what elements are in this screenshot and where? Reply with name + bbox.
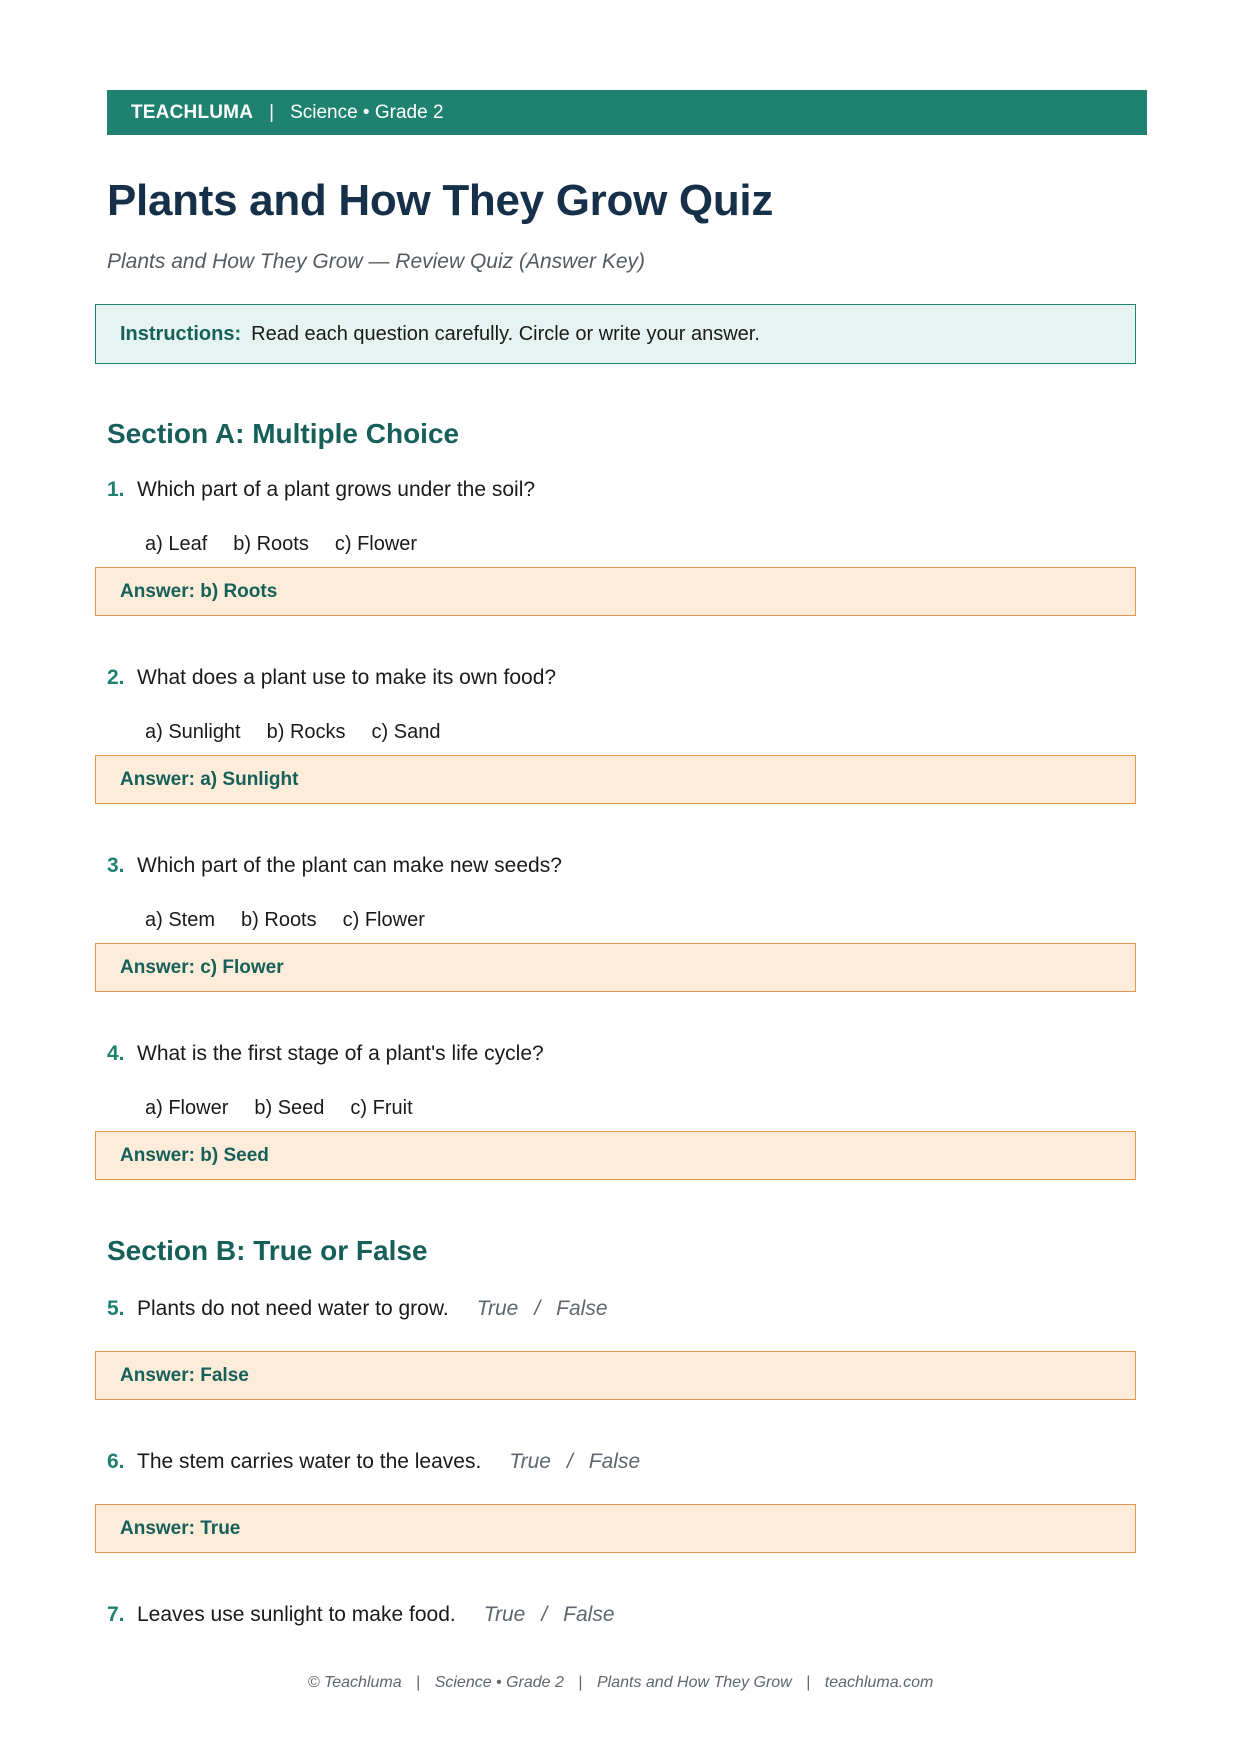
options-3 xyxy=(145,909,451,932)
option-a[interactable]: a) Flower xyxy=(145,1097,229,1119)
true-false-choice xyxy=(484,1603,615,1627)
true-false-choice xyxy=(477,1297,608,1321)
option-a[interactable]: a) Stem xyxy=(145,909,216,931)
option-b[interactable]: b) Seed xyxy=(254,1097,325,1119)
choice-divider: / xyxy=(541,1603,548,1626)
question-1 xyxy=(107,478,535,502)
true-option[interactable]: True xyxy=(509,1450,551,1473)
answer-box-2: Answer: a) Sunlight xyxy=(95,755,1136,804)
options-2 xyxy=(145,721,466,744)
header-separator: | xyxy=(269,101,275,123)
question-text: What does a plant use to make its own food? xyxy=(137,666,557,689)
question-number: 7. xyxy=(107,1603,125,1626)
question-text: What is the first stage of a plant's life cycle? xyxy=(137,1042,544,1065)
question-number: 5. xyxy=(107,1297,125,1320)
question-2 xyxy=(107,666,556,690)
option-b[interactable]: b) Rocks xyxy=(266,721,346,743)
section-a-heading: Section A: Multiple Choice xyxy=(107,418,460,449)
footer-separator: | xyxy=(416,1674,421,1691)
footer-site[interactable]: teachluma.com xyxy=(824,1674,934,1691)
question-5 xyxy=(107,1297,608,1321)
answer-box-6: Answer: True xyxy=(95,1504,1136,1553)
options-1 xyxy=(145,533,443,556)
footer-separator: | xyxy=(806,1674,811,1691)
brand-name: TEACHLUMA xyxy=(131,101,254,123)
option-b[interactable]: b) Roots xyxy=(233,533,309,555)
footer-separator: | xyxy=(578,1674,583,1691)
footer-copyright: © Teachluma xyxy=(307,1674,402,1691)
choice-divider: / xyxy=(534,1297,541,1320)
question-text: Plants do not need water to grow. xyxy=(137,1297,449,1320)
footer-topic: Plants and How They Grow xyxy=(596,1674,792,1691)
answer-box-1: Answer: b) Roots xyxy=(95,567,1136,616)
instructions-label: Instructions: xyxy=(120,322,242,345)
false-option[interactable]: False xyxy=(588,1450,641,1473)
question-number: 3. xyxy=(107,854,125,877)
false-option[interactable]: False xyxy=(563,1603,615,1626)
instructions-box xyxy=(95,304,1136,364)
true-option[interactable]: True xyxy=(476,1297,519,1320)
choice-divider: / xyxy=(566,1450,573,1473)
option-a[interactable]: a) Leaf xyxy=(145,533,208,555)
question-text: Which part of a plant grows under the soil? xyxy=(137,478,536,501)
course-label: Science • Grade 2 xyxy=(290,101,444,123)
answer-box-5: Answer: False xyxy=(95,1351,1136,1400)
answer-box-4: Answer: b) Seed xyxy=(95,1131,1136,1180)
question-text: The stem carries water to the leaves. xyxy=(137,1450,482,1473)
instructions-text: Read each question carefully. Circle or write your answer. xyxy=(251,322,760,345)
options-4 xyxy=(145,1097,439,1120)
option-c[interactable]: c) Sand xyxy=(371,721,441,743)
false-option[interactable]: False xyxy=(556,1297,608,1320)
option-a[interactable]: a) Sunlight xyxy=(145,721,241,743)
question-3 xyxy=(107,854,562,878)
question-text: Which part of the plant can make new seeds? xyxy=(137,854,562,877)
option-c[interactable]: c) Flower xyxy=(342,909,425,931)
question-7 xyxy=(107,1603,615,1627)
page-title: Plants and How They Grow Quiz xyxy=(107,176,774,225)
true-false-choice xyxy=(509,1450,640,1474)
section-b-heading: Section B: True or False xyxy=(107,1235,428,1266)
page-footer xyxy=(0,1674,1241,1692)
page-subtitle: Plants and How They Grow — Review Quiz (Answer Key) xyxy=(107,250,646,273)
header-bar xyxy=(107,90,1147,135)
option-c[interactable]: c) Flower xyxy=(334,533,418,555)
answer-box-3: Answer: c) Flower xyxy=(95,943,1136,992)
question-4 xyxy=(107,1042,544,1066)
question-number: 6. xyxy=(107,1450,125,1473)
question-number: 4. xyxy=(107,1042,125,1065)
question-number: 2. xyxy=(107,666,125,689)
option-b[interactable]: b) Roots xyxy=(241,909,317,931)
true-option[interactable]: True xyxy=(483,1603,526,1626)
question-text: Leaves use sunlight to make food. xyxy=(137,1603,456,1626)
footer-course: Science • Grade 2 xyxy=(434,1674,564,1691)
question-6 xyxy=(107,1450,640,1474)
question-number: 1. xyxy=(107,478,125,501)
option-c[interactable]: c) Fruit xyxy=(350,1097,413,1119)
